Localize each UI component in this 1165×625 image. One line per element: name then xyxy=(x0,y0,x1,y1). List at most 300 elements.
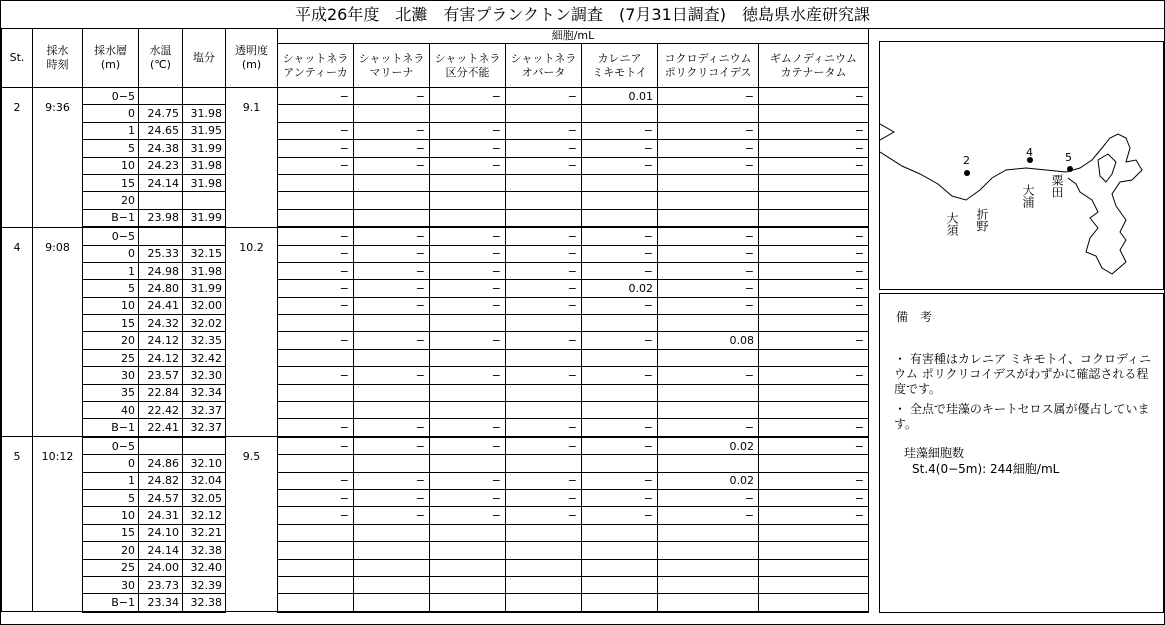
remark-item: ・ 全点で珪藻のキートセロス属が優占しています。 xyxy=(894,402,1150,431)
cell-count: − xyxy=(506,227,582,245)
salinity-cell: 32.35 xyxy=(183,332,226,349)
cell-count xyxy=(759,174,869,191)
cell-count xyxy=(430,174,506,191)
cell-count: − xyxy=(582,122,658,139)
cell-count xyxy=(354,105,430,122)
temp-cell: 24.23 xyxy=(139,157,183,174)
table-row xyxy=(2,297,869,314)
cell-count xyxy=(658,594,759,612)
cell-count: − xyxy=(658,157,759,174)
cell-count: − xyxy=(430,88,506,105)
cell-count: − xyxy=(430,489,506,506)
salinity-cell: 32.00 xyxy=(183,297,226,314)
header-depth: 採水層 (m) xyxy=(83,29,139,88)
depth-cell: 0−5 xyxy=(83,437,139,455)
cell-count xyxy=(506,384,582,401)
cell-count: − xyxy=(582,367,658,384)
cell-count xyxy=(430,349,506,366)
header-species: シャットネラ マリーナ xyxy=(354,44,430,88)
station-5-marker xyxy=(1067,166,1073,172)
cell-count xyxy=(278,384,354,401)
salinity-cell: 32.02 xyxy=(183,315,226,332)
cell-count: − xyxy=(354,332,430,349)
cell-count xyxy=(278,455,354,472)
cell-count: − xyxy=(506,122,582,139)
salinity-cell: 32.39 xyxy=(183,576,226,593)
cell-count: − xyxy=(759,227,869,245)
table-row xyxy=(2,437,869,455)
cell-count: − xyxy=(278,262,354,279)
table-row xyxy=(2,245,869,262)
depth-cell: 10 xyxy=(83,507,139,524)
cell-count xyxy=(759,315,869,332)
cell-count xyxy=(278,315,354,332)
cell-count xyxy=(278,209,354,227)
cell-count: − xyxy=(506,157,582,174)
place-ooura: 大浦 xyxy=(1021,184,1035,208)
temp-cell: 24.14 xyxy=(139,174,183,191)
cell-count xyxy=(658,174,759,191)
place-orino: 折野 xyxy=(975,208,989,232)
cell-count: − xyxy=(506,489,582,506)
depth-cell: 15 xyxy=(83,174,139,191)
temp-cell: 22.41 xyxy=(139,419,183,437)
cell-count: − xyxy=(658,122,759,139)
cell-count xyxy=(430,559,506,576)
depth-cell: 5 xyxy=(83,280,139,297)
cell-count xyxy=(582,576,658,593)
peninsula xyxy=(1098,154,1116,182)
cell-count xyxy=(658,192,759,209)
cell-count xyxy=(430,402,506,419)
header-cells-unit: 細胞/mL xyxy=(278,29,869,44)
cell-count xyxy=(430,192,506,209)
header-species: ギムノディニウム カテナータム xyxy=(759,44,869,88)
cell-count: − xyxy=(582,507,658,524)
temp-cell: 24.38 xyxy=(139,140,183,157)
cell-count xyxy=(658,559,759,576)
cell-count: − xyxy=(354,262,430,279)
cell-count xyxy=(582,559,658,576)
cell-count: − xyxy=(759,367,869,384)
cell-count: − xyxy=(759,140,869,157)
page-title: 平成26年度 北灘 有害プランクトン調査 (7月31日調査) 徳島県水産研究課 xyxy=(1,1,1164,29)
cell-count: − xyxy=(506,507,582,524)
cell-count xyxy=(354,315,430,332)
depth-cell: 30 xyxy=(83,367,139,384)
station-map xyxy=(879,41,1164,290)
cell-count xyxy=(658,576,759,593)
cell-count: − xyxy=(582,227,658,245)
header-salinity: 塩分 xyxy=(183,29,226,88)
temp-cell: 24.98 xyxy=(139,262,183,279)
cell-count xyxy=(278,349,354,366)
salinity-cell xyxy=(183,227,226,245)
cell-count xyxy=(430,594,506,612)
cell-count xyxy=(354,594,430,612)
depth-cell: 0 xyxy=(83,105,139,122)
cell-count: − xyxy=(658,227,759,245)
cell-count: − xyxy=(278,332,354,349)
cell-count xyxy=(759,105,869,122)
cell-count: − xyxy=(582,262,658,279)
cell-count: − xyxy=(582,297,658,314)
temp-cell: 25.33 xyxy=(139,245,183,262)
cell-count: − xyxy=(506,88,582,105)
cell-count xyxy=(582,349,658,366)
cell-count xyxy=(759,209,869,227)
depth-cell: 5 xyxy=(83,489,139,506)
cell-count xyxy=(658,209,759,227)
table-row xyxy=(2,524,869,541)
salinity-cell: 31.98 xyxy=(183,174,226,191)
cell-count xyxy=(506,315,582,332)
temp-cell xyxy=(139,192,183,209)
depth-cell: 0 xyxy=(83,245,139,262)
cell-count: − xyxy=(354,245,430,262)
temp-cell: 24.12 xyxy=(139,349,183,366)
cell-count: − xyxy=(278,437,354,455)
table-row xyxy=(2,157,869,174)
header-transparency: 透明度 (m) xyxy=(226,29,278,88)
temp-cell: 24.80 xyxy=(139,280,183,297)
salinity-cell: 31.98 xyxy=(183,157,226,174)
cell-count xyxy=(582,402,658,419)
cell-count xyxy=(354,559,430,576)
cell-count xyxy=(759,384,869,401)
cell-count: − xyxy=(354,88,430,105)
cell-count: − xyxy=(354,280,430,297)
cell-count: − xyxy=(430,419,506,437)
table-row xyxy=(2,507,869,524)
cell-count xyxy=(430,105,506,122)
cell-count xyxy=(354,384,430,401)
temp-cell: 24.10 xyxy=(139,524,183,541)
cell-count: − xyxy=(278,88,354,105)
table-row xyxy=(2,402,869,419)
depth-cell: 35 xyxy=(83,384,139,401)
transparency-cell: 9.1 xyxy=(226,88,278,228)
cell-count: 0.01 xyxy=(582,88,658,105)
cell-count: − xyxy=(582,419,658,437)
cell-count xyxy=(506,594,582,612)
cell-count xyxy=(658,524,759,541)
cell-count: − xyxy=(278,297,354,314)
cell-count xyxy=(759,559,869,576)
cell-count xyxy=(430,384,506,401)
cell-count xyxy=(506,174,582,191)
cell-count: − xyxy=(278,245,354,262)
cell-count xyxy=(506,542,582,559)
cell-count xyxy=(430,209,506,227)
depth-cell: 30 xyxy=(83,576,139,593)
cell-count xyxy=(354,174,430,191)
salinity-cell: 32.15 xyxy=(183,245,226,262)
table-row xyxy=(2,419,869,437)
depth-cell: 15 xyxy=(83,524,139,541)
cell-count xyxy=(354,402,430,419)
cell-count: − xyxy=(354,437,430,455)
cell-count xyxy=(582,315,658,332)
cell-count xyxy=(354,524,430,541)
table-row xyxy=(2,559,869,576)
cell-count: − xyxy=(658,507,759,524)
temp-cell: 24.41 xyxy=(139,297,183,314)
coastline xyxy=(880,124,1142,274)
salinity-cell: 32.34 xyxy=(183,384,226,401)
salinity-cell: 31.98 xyxy=(183,105,226,122)
sampling-time: 10:12 xyxy=(33,437,83,612)
cell-count: − xyxy=(430,227,506,245)
cell-count: − xyxy=(658,489,759,506)
cell-count: − xyxy=(759,297,869,314)
remarks-heading: 備 考 xyxy=(896,310,933,324)
header-time: 採水 時刻 xyxy=(33,29,83,88)
table-row xyxy=(2,472,869,489)
table-row xyxy=(2,576,869,593)
table-row xyxy=(2,315,869,332)
cell-count xyxy=(582,192,658,209)
salinity-cell xyxy=(183,192,226,209)
table-row xyxy=(2,349,869,366)
temp-cell: 24.57 xyxy=(139,489,183,506)
cell-count: − xyxy=(354,140,430,157)
cell-count: − xyxy=(759,245,869,262)
table-row xyxy=(2,105,869,122)
transparency-cell: 10.2 xyxy=(226,227,278,437)
depth-cell: 1 xyxy=(83,122,139,139)
salinity-cell: 31.99 xyxy=(183,140,226,157)
table-row xyxy=(2,367,869,384)
cell-count: 0.02 xyxy=(658,437,759,455)
salinity-cell: 32.37 xyxy=(183,419,226,437)
remarks-panel xyxy=(879,293,1164,613)
temp-cell: 23.34 xyxy=(139,594,183,612)
cell-count: − xyxy=(759,489,869,506)
cell-count xyxy=(506,209,582,227)
depth-cell: 15 xyxy=(83,315,139,332)
depth-cell: 20 xyxy=(83,332,139,349)
coastline-map-svg xyxy=(880,42,1163,289)
temp-cell xyxy=(139,227,183,245)
temp-cell: 22.84 xyxy=(139,384,183,401)
depth-cell: 1 xyxy=(83,472,139,489)
salinity-cell: 31.99 xyxy=(183,209,226,227)
salinity-cell: 31.98 xyxy=(183,262,226,279)
table-row xyxy=(2,192,869,209)
header-species: コクロディニウム ポリクリコイデス xyxy=(658,44,759,88)
cell-count: − xyxy=(506,332,582,349)
cell-count xyxy=(582,384,658,401)
header-species: カレニア ミキモトイ xyxy=(582,44,658,88)
cell-count: − xyxy=(278,122,354,139)
cell-count: − xyxy=(430,280,506,297)
cell-count: − xyxy=(759,472,869,489)
cell-count xyxy=(759,594,869,612)
cell-count xyxy=(354,576,430,593)
cell-count: − xyxy=(430,140,506,157)
place-awata: 粟田 xyxy=(1050,174,1064,198)
transparency-cell: 9.5 xyxy=(226,437,278,612)
station-4-label: 4 xyxy=(1026,146,1033,159)
cell-count: − xyxy=(582,245,658,262)
cell-count: − xyxy=(759,437,869,455)
table-row xyxy=(2,227,869,245)
temp-cell: 23.98 xyxy=(139,209,183,227)
cell-count: − xyxy=(658,262,759,279)
cell-count: − xyxy=(430,437,506,455)
depth-cell: 25 xyxy=(83,559,139,576)
cell-count: − xyxy=(759,507,869,524)
cell-count: − xyxy=(759,280,869,297)
cell-count xyxy=(582,105,658,122)
cell-count xyxy=(278,105,354,122)
salinity-cell: 32.42 xyxy=(183,349,226,366)
cell-count xyxy=(430,542,506,559)
cell-count: − xyxy=(354,419,430,437)
cell-count: − xyxy=(430,262,506,279)
depth-cell: 0 xyxy=(83,455,139,472)
cell-count xyxy=(278,524,354,541)
cell-count: − xyxy=(354,157,430,174)
cell-count: 0.02 xyxy=(658,472,759,489)
cell-count: − xyxy=(759,262,869,279)
cell-count xyxy=(582,209,658,227)
cell-count: − xyxy=(278,489,354,506)
cell-count: − xyxy=(582,489,658,506)
temp-cell xyxy=(139,437,183,455)
cell-count xyxy=(658,402,759,419)
table-row xyxy=(2,332,869,349)
depth-cell: 10 xyxy=(83,297,139,314)
temp-cell: 24.31 xyxy=(139,507,183,524)
cell-count xyxy=(278,594,354,612)
station-number: 5 xyxy=(2,437,33,612)
cell-count: − xyxy=(430,507,506,524)
cell-count: − xyxy=(759,88,869,105)
temp-cell: 24.82 xyxy=(139,472,183,489)
cell-count: − xyxy=(278,367,354,384)
cell-count xyxy=(759,402,869,419)
cell-count: − xyxy=(354,227,430,245)
table-row xyxy=(2,455,869,472)
cell-count xyxy=(278,559,354,576)
cell-count: − xyxy=(658,280,759,297)
cell-count xyxy=(506,192,582,209)
sampling-time: 9:36 xyxy=(33,88,83,228)
cell-count: − xyxy=(658,245,759,262)
salinity-cell: 32.38 xyxy=(183,542,226,559)
place-oosu: 大須 xyxy=(945,212,959,236)
temp-cell: 24.32 xyxy=(139,315,183,332)
cell-count xyxy=(759,455,869,472)
salinity-cell: 32.37 xyxy=(183,402,226,419)
cell-count xyxy=(658,349,759,366)
cell-count xyxy=(658,384,759,401)
cell-count xyxy=(278,576,354,593)
cell-count: − xyxy=(430,157,506,174)
diatom-title: 珪藻細胞数 xyxy=(904,446,965,460)
salinity-cell: 32.10 xyxy=(183,455,226,472)
cell-count xyxy=(658,542,759,559)
cell-count xyxy=(430,315,506,332)
cell-count: − xyxy=(430,297,506,314)
cell-count xyxy=(582,524,658,541)
station-number: 4 xyxy=(2,227,33,437)
table-row xyxy=(2,88,869,105)
temp-cell: 24.14 xyxy=(139,542,183,559)
cell-count xyxy=(278,192,354,209)
table-row xyxy=(2,594,869,612)
cell-count xyxy=(506,349,582,366)
cell-count: − xyxy=(278,140,354,157)
cell-count xyxy=(658,105,759,122)
table-row xyxy=(2,542,869,559)
table-row xyxy=(2,209,869,227)
cell-count xyxy=(354,542,430,559)
temp-cell: 24.65 xyxy=(139,122,183,139)
cell-count: − xyxy=(582,332,658,349)
cell-count xyxy=(759,192,869,209)
depth-cell: 40 xyxy=(83,402,139,419)
cell-count: − xyxy=(506,245,582,262)
salinity-cell xyxy=(183,88,226,105)
cell-count xyxy=(354,192,430,209)
temp-cell xyxy=(139,88,183,105)
depth-cell: 5 xyxy=(83,140,139,157)
cell-count: − xyxy=(278,227,354,245)
cell-count: − xyxy=(759,157,869,174)
table-row xyxy=(2,489,869,506)
header-species: シャットネラ 区分不能 xyxy=(430,44,506,88)
cell-count: − xyxy=(658,297,759,314)
cell-count xyxy=(354,455,430,472)
cell-count: − xyxy=(506,437,582,455)
cell-count: − xyxy=(354,472,430,489)
cell-count: − xyxy=(278,157,354,174)
depth-cell: B−1 xyxy=(83,594,139,612)
cell-count xyxy=(759,542,869,559)
cell-count xyxy=(430,455,506,472)
cell-count xyxy=(278,402,354,419)
cell-count xyxy=(759,524,869,541)
cell-count: − xyxy=(658,367,759,384)
cell-count xyxy=(278,174,354,191)
cell-count: − xyxy=(430,332,506,349)
cell-count: − xyxy=(354,489,430,506)
cell-count xyxy=(506,559,582,576)
diatom-value: St.4(0−5m): 244細胞/mL xyxy=(912,462,1060,476)
cell-count xyxy=(506,402,582,419)
cell-count: − xyxy=(759,332,869,349)
cell-count: − xyxy=(506,367,582,384)
cell-count: − xyxy=(354,507,430,524)
cell-count: − xyxy=(582,140,658,157)
salinity-cell: 32.12 xyxy=(183,507,226,524)
cell-count: − xyxy=(354,122,430,139)
header-species: シャットネラ オバータ xyxy=(506,44,582,88)
cell-count: − xyxy=(506,419,582,437)
cell-count: − xyxy=(582,157,658,174)
cell-count xyxy=(759,576,869,593)
cell-count: 0.02 xyxy=(582,280,658,297)
cell-count xyxy=(430,576,506,593)
salinity-cell: 31.99 xyxy=(183,280,226,297)
cell-count: − xyxy=(582,437,658,455)
station-5-label: 5 xyxy=(1065,151,1072,164)
cell-count: − xyxy=(430,472,506,489)
salinity-cell: 32.04 xyxy=(183,472,226,489)
